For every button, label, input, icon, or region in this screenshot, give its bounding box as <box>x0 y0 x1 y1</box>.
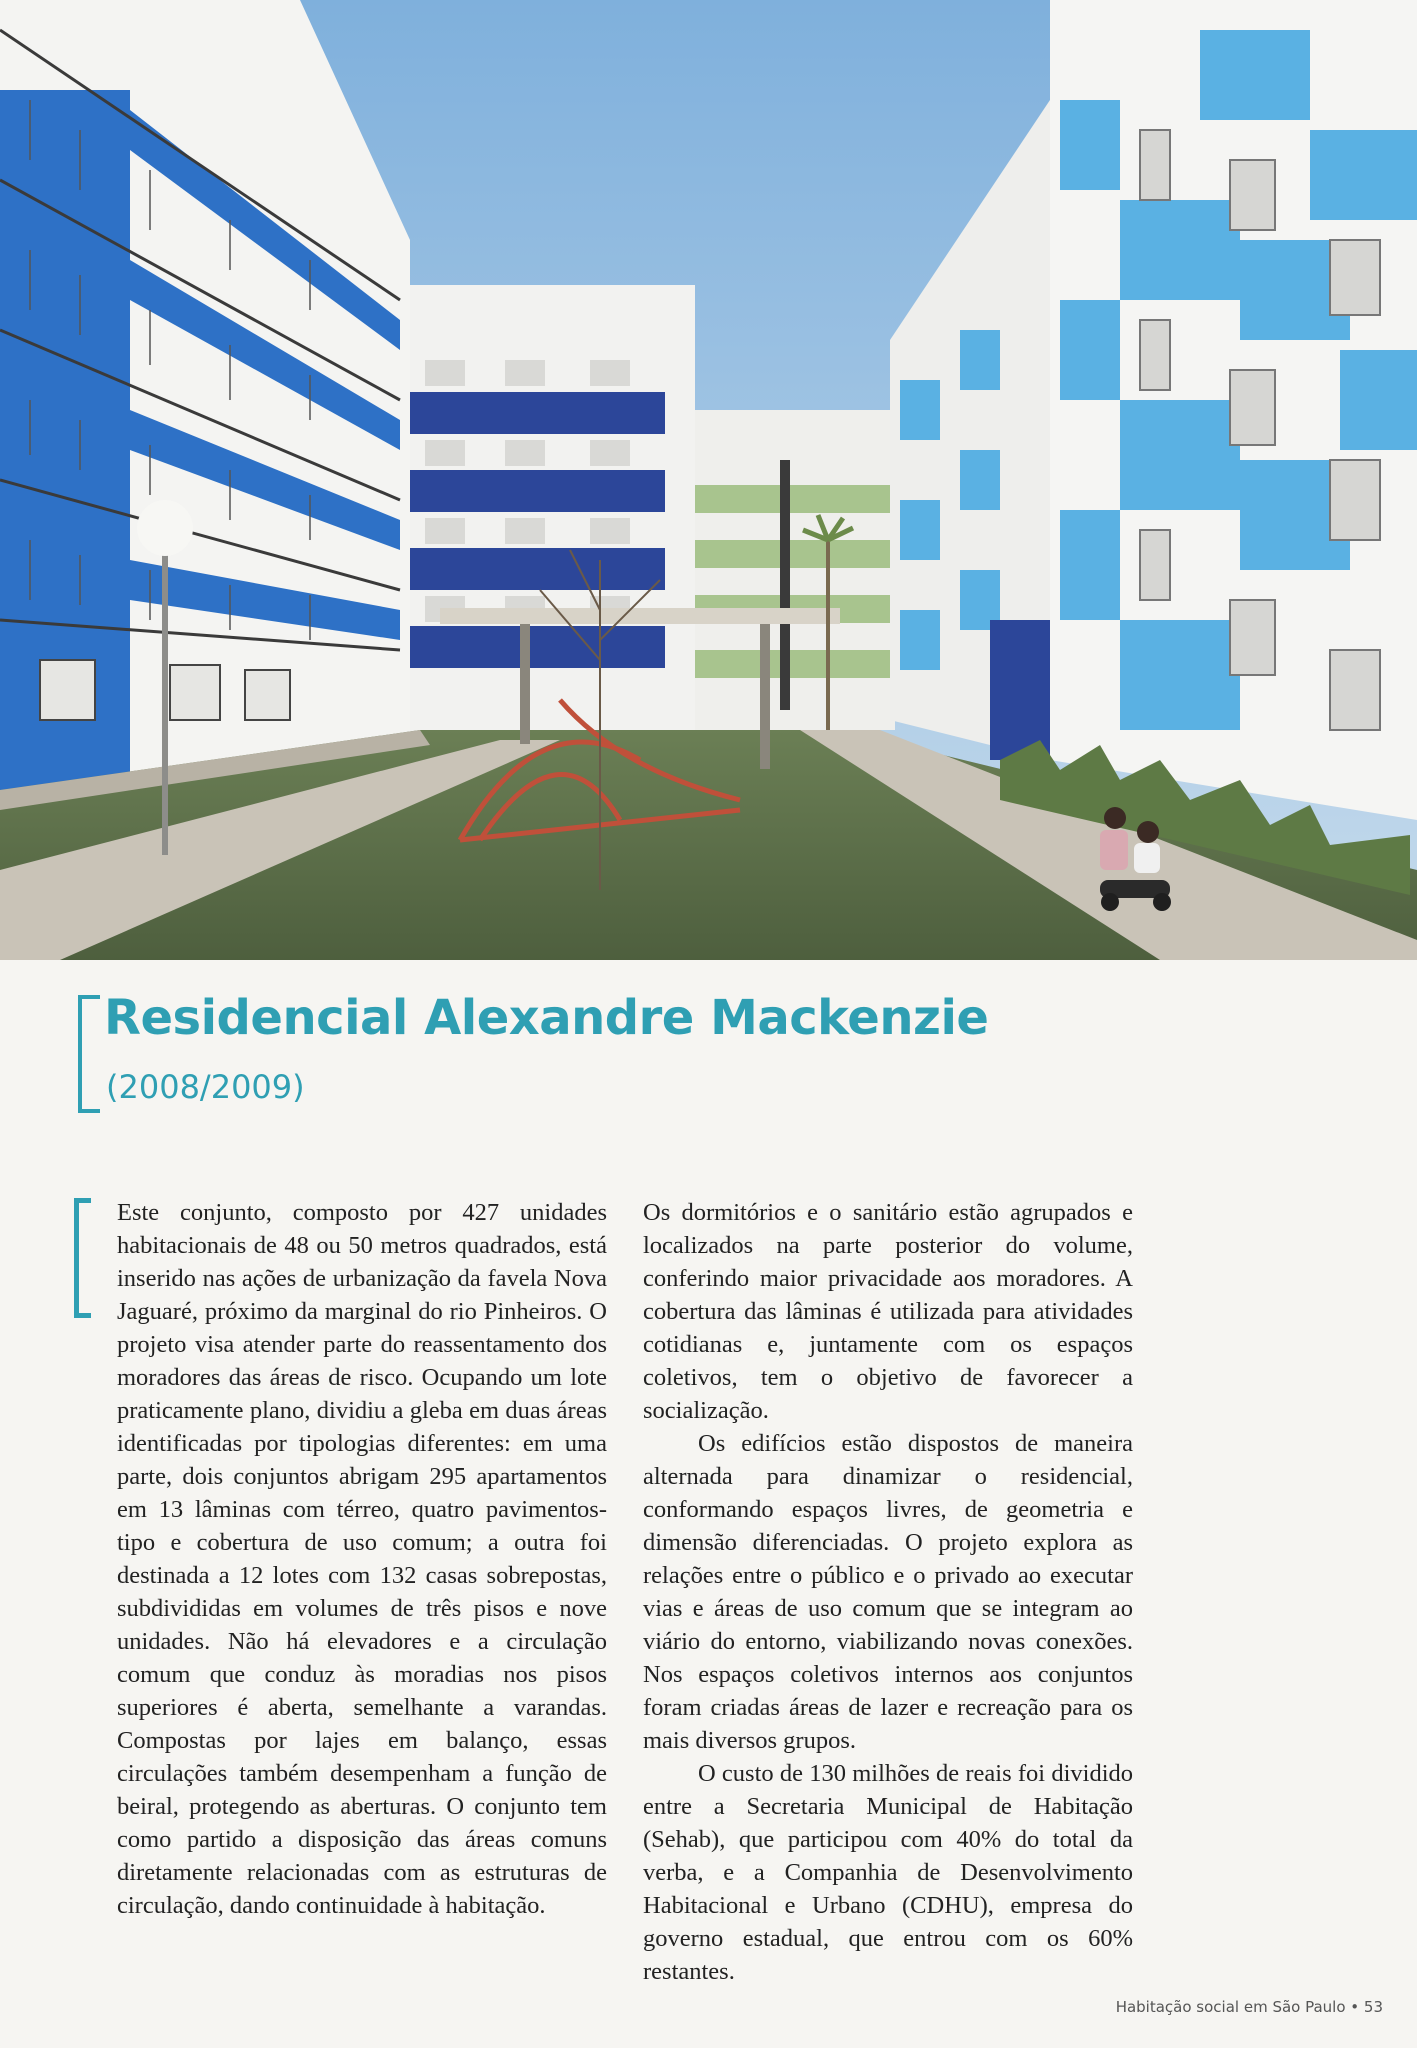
body-paragraph: Este conjunto, composto por 427 unidades habitacionais de 48 ou 50 metros quadrados, está inserido nas ações de urbanização da favela Nova Jaguaré, próximo da marginal do rio Pinheiros. O projeto visa atender parte do reassentamento dos moradores das áreas de risco. Ocupando um lote praticamente plano, dividiu a gleba em duas áreas identificadas por tipologias diferentes: em uma parte, dois conjuntos abrigam 295 apartamentos em 13 lâminas com térreo, quatro pavimentos-tipo e cobertura de uso comum; a outra foi destinada a 12 lotes com 132 casas sobrepostas, subdivididas em volumes de três pisos e nove unidades. Não há elevadores e a circulação comum que conduz às moradias nos pisos superiores é aberta, semelhante a varandas. Compostas por lajes em balanço, essas circulações também desempenham a função de beiral, protegendo as aberturas. O conjunto tem como partido a disposição das áreas comuns diretamente relacionadas com as estruturas de circulação, dando continuidade à habitação. <box>117 1199 607 1919</box>
body-paragraph: Os edifícios estão dispostos de maneira alternada para dinamizar o residencial, conformando espaços livres, de geometria e dimensão diferenciadas. O projeto explora as relações entre o público e o privado ao executar vias e áreas de uso comum que se integram ao viário do entorno, viabilizando novas conexões. Nos espaços coletivos internos aos conjuntos foram criadas áreas de lazer e recreação para os mais diversos grupos. <box>643 1430 1133 1754</box>
title-bracket-ornament <box>78 995 100 1113</box>
lead-bracket-ornament <box>74 1198 91 1318</box>
body-paragraph: Os dormitórios e o sanitário estão agrupados e localizados na parte posterior do volume, conferindo maior privacidade aos moradores. A cobertura das lâminas é utilizada para atividades cotidianas e, juntamente com os espaços coletivos, tem o objetivo de favorecer a socialização. <box>643 1199 1133 1424</box>
left-building <box>0 0 410 800</box>
article-title: Residencial Alexandre Mackenzie <box>104 990 989 1046</box>
body-paragraph: O custo de 130 milhões de reais foi dividido entre a Secretaria Municipal de Habitação (Sehab), que participou com 40% do total da verba, e a Companhia de Desenvolvimento Habitacional e Urbano (CDHU), empresa do governo estadual, que entrou com os 60% restantes. <box>643 1760 1133 1985</box>
back-building-green <box>695 410 895 730</box>
body-column-right <box>643 1196 1133 1988</box>
body-column-left <box>117 1196 607 1922</box>
article-years: (2008/2009) <box>106 1068 305 1106</box>
page-footer: Habitação social em São Paulo • 53 <box>1115 1998 1383 2016</box>
residential-courtyard-photo <box>0 0 1417 960</box>
